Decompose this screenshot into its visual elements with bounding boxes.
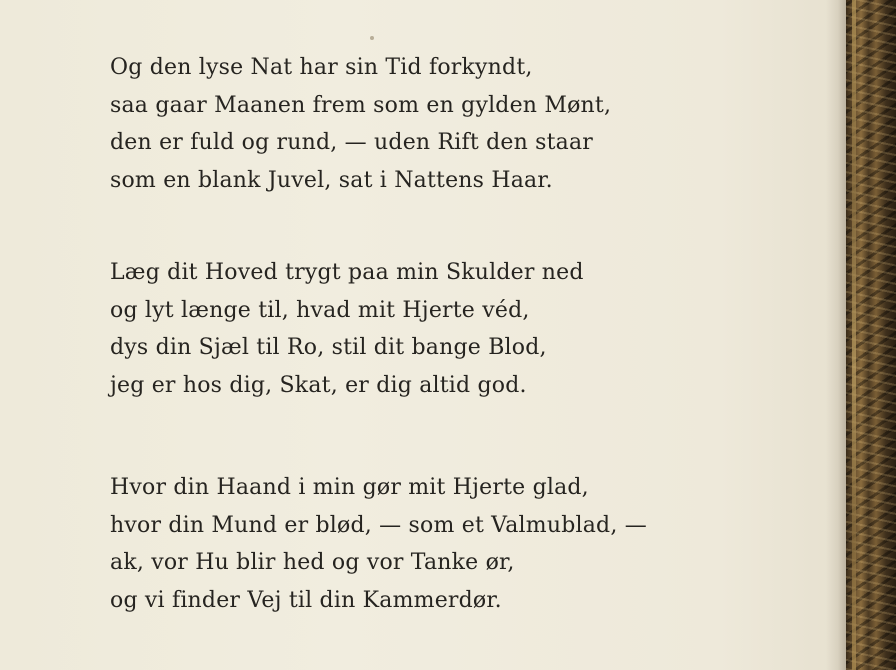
poem-line: dys din Sjæl til Ro, stil dit bange Blod, [110,335,547,360]
poem-line: og vi finder Vej til din Kammerdør. [110,587,502,613]
binding-gilt-edge [852,0,856,670]
poem-line: ak, vor Hu blir hed og vor Tanke ør, [110,550,515,575]
paper-speck [370,36,374,40]
poem-line: og lyt længe til, hvad mit Hjerte véd, [110,297,530,323]
poem-line: Læg dit Hoved trygt paa min Skulder ned [110,260,584,285]
poem-line: den er fuld og rund, — uden Rift den staar [110,130,594,155]
poem-line: jeg er hos dig, Skat, er dig altid god. [110,372,527,398]
poem-line: Og den lyse Nat har sin Tid forkyndt, [110,55,533,80]
poem-line: Hvor din Haand i min gør mit Hjerte glad, [110,475,589,500]
poem-line: saa gaar Maanen frem som en gylden Mønt, [110,92,612,118]
poem-line: hvor din Mund er blød, — som et Valmublad, — [110,512,647,538]
poem-line: som en blank Juvel, sat i Nattens Haar. [110,167,553,193]
page-edge-shadow [826,0,846,670]
stanza-3 [110,469,647,619]
stanza-2 [110,254,584,404]
stanza-1 [110,49,611,199]
